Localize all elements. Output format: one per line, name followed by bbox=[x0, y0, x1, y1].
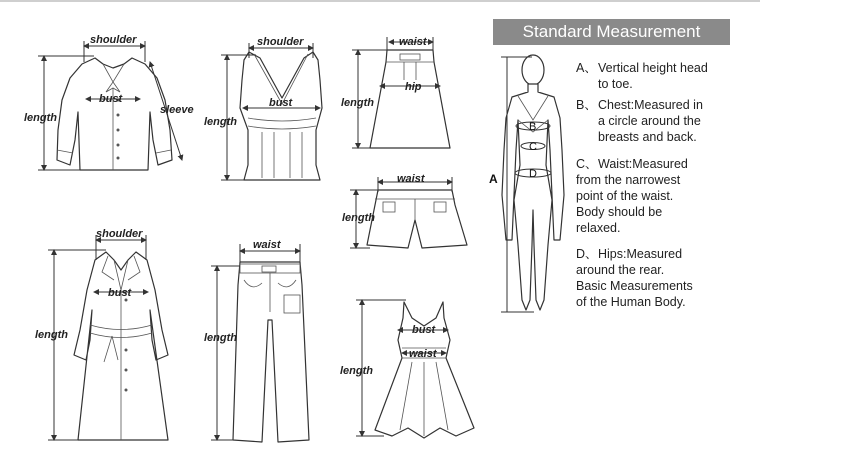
tank-shoulder-label: shoulder bbox=[257, 36, 304, 48]
coat-shoulder-label: shoulder bbox=[96, 228, 143, 240]
definition-a-key: A、 bbox=[576, 61, 597, 75]
skirt-length-label: length bbox=[341, 97, 374, 109]
definition-d-line-3: Basic Measurements bbox=[576, 279, 693, 293]
shirt-sleeve-label: sleeve bbox=[160, 104, 194, 116]
dress-waist-label: waist bbox=[409, 348, 437, 360]
definition-b-line-2: a circle around the bbox=[598, 114, 701, 128]
tank-top-illustration bbox=[240, 52, 322, 180]
definition-a bbox=[576, 60, 708, 92]
pants-illustration bbox=[233, 262, 309, 442]
definition-b bbox=[576, 97, 703, 145]
definition-c-line-3: point of the waist. bbox=[576, 189, 674, 203]
skirt-waist-label: waist bbox=[399, 36, 427, 48]
definition-c-key: C、 bbox=[576, 157, 598, 171]
dress-bust-label: bust bbox=[412, 324, 436, 336]
tank-bust-label: bust bbox=[269, 97, 293, 109]
coat-length-label: length bbox=[35, 329, 68, 341]
definition-a-line-1: Vertical height head bbox=[598, 61, 708, 75]
definition-b-line-1: Chest:Measured in bbox=[598, 98, 703, 112]
dress-length-label: length bbox=[340, 365, 373, 377]
definition-b-key: B、 bbox=[576, 98, 597, 112]
body-letter-d: D bbox=[529, 168, 537, 180]
shirt-length-label: length bbox=[24, 112, 57, 124]
definition-c-line-4: Body should be bbox=[576, 205, 663, 219]
shirt-illustration bbox=[57, 58, 172, 170]
human-body-figure bbox=[502, 55, 564, 310]
tank-length-label: length bbox=[204, 116, 237, 128]
definition-c bbox=[576, 156, 688, 236]
shorts-length-label: length bbox=[342, 212, 375, 224]
body-letter-b: B bbox=[529, 121, 537, 133]
shirt-bust-label: bust bbox=[99, 93, 123, 105]
pants-length-label: length bbox=[204, 332, 237, 344]
definition-c-line-2: from the narrowest bbox=[576, 173, 681, 187]
definition-d-key: D、 bbox=[576, 247, 598, 261]
definition-d-line-4: of the Human Body. bbox=[576, 295, 686, 309]
body-letter-a: A bbox=[489, 172, 498, 186]
shirt-shoulder-label: shoulder bbox=[90, 34, 137, 46]
shorts-waist-label: waist bbox=[397, 173, 425, 185]
skirt-illustration bbox=[370, 50, 450, 148]
definition-c-line-1: Waist:Measured bbox=[598, 157, 688, 171]
shorts-illustration bbox=[367, 190, 467, 248]
standard-measurement-title: Standard Measurement bbox=[493, 19, 730, 45]
dress-illustration bbox=[375, 302, 474, 438]
coat-bust-label: bust bbox=[108, 287, 132, 299]
definition-a-line-2: to toe. bbox=[598, 77, 633, 91]
pants-waist-label: waist bbox=[253, 239, 281, 251]
skirt-hip-label: hip bbox=[405, 81, 422, 93]
definition-c-line-5: relaxed. bbox=[576, 221, 621, 235]
coat-illustration bbox=[74, 252, 168, 440]
definition-b-line-3: breasts and back. bbox=[598, 130, 697, 144]
definition-d-line-2: around the rear. bbox=[576, 263, 665, 277]
definition-d bbox=[576, 246, 693, 310]
definition-d-line-1: Hips:Measured bbox=[598, 247, 683, 261]
body-letter-c: C bbox=[529, 141, 537, 153]
